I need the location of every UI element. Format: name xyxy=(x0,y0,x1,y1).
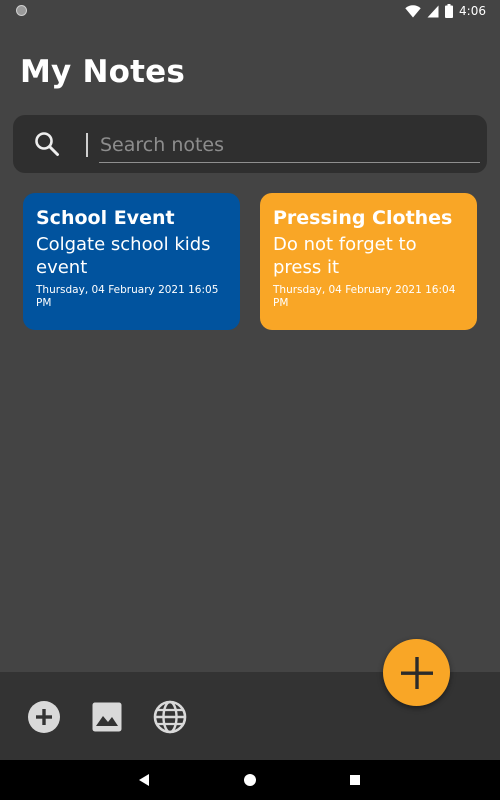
add-note-fab[interactable] xyxy=(383,639,450,706)
quick-add-button[interactable] xyxy=(27,700,61,734)
note-body: Colgate school kids event xyxy=(36,234,211,278)
signal-icon xyxy=(427,5,439,18)
text-cursor xyxy=(86,133,88,157)
recents-button[interactable] xyxy=(347,772,363,788)
note-card-pressing-clothes[interactable] xyxy=(260,193,477,330)
battery-icon xyxy=(445,4,453,18)
home-button[interactable] xyxy=(242,772,258,788)
home-icon xyxy=(243,773,257,787)
back-button[interactable] xyxy=(136,772,152,788)
note-card-school-event[interactable] xyxy=(23,193,240,330)
add-circle-icon xyxy=(27,700,61,734)
note-title: School Event xyxy=(36,207,175,229)
notification-dot-icon xyxy=(16,5,27,16)
search-bar[interactable] xyxy=(13,115,487,173)
search-input[interactable] xyxy=(99,127,480,163)
globe-icon xyxy=(153,700,187,734)
status-time: 4:06 xyxy=(459,4,486,18)
back-icon xyxy=(138,773,150,787)
status-icons xyxy=(405,3,486,19)
add-url-button[interactable] xyxy=(153,700,187,734)
recents-icon xyxy=(349,774,361,786)
system-nav-bar xyxy=(0,760,500,800)
image-icon xyxy=(92,702,122,732)
page-title: My Notes xyxy=(20,54,185,90)
plus-icon xyxy=(401,657,433,689)
add-image-button[interactable] xyxy=(90,700,124,734)
wifi-icon xyxy=(405,5,421,18)
search-icon[interactable] xyxy=(33,130,61,158)
note-date: Thursday, 04 February 2021 16:04 PM xyxy=(273,284,456,309)
note-title: Pressing Clothes xyxy=(273,207,453,229)
note-date: Thursday, 04 February 2021 16:05 PM xyxy=(36,284,219,309)
note-body: Do not forget to press it xyxy=(273,234,417,278)
status-bar xyxy=(0,0,500,22)
